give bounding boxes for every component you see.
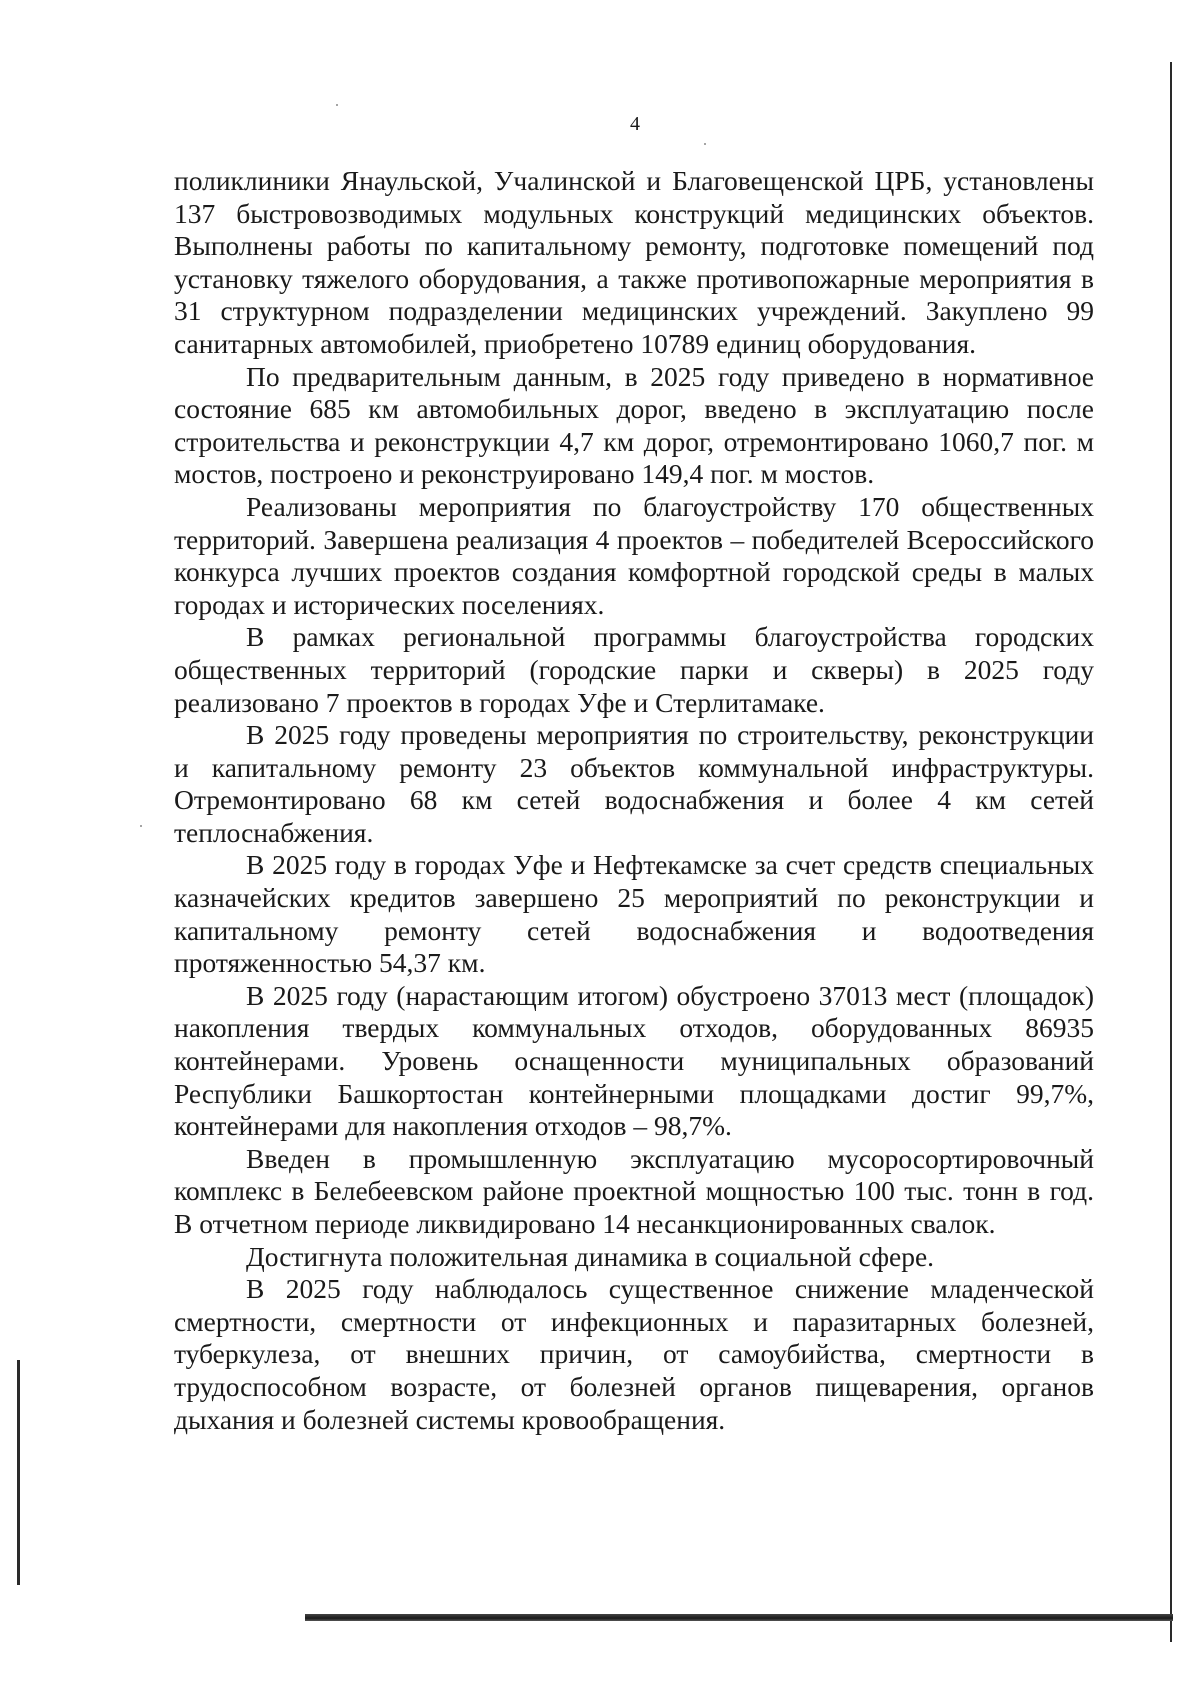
paragraph-public-territories: Реализованы мероприятия по благоустройству 170 общественных территорий. Завершена реализация 4 проектов – победителей Всероссийского конкурса лучших проектов создания комфортной городской среды в малых городах и исторических поселениях.: [174, 490, 1094, 620]
paragraph-parks-program: В рамках региональной программы благоустройства городских общественных территорий (городские парки и скверы) в 2025 году реализовано 7 проектов в городах Уфе и Стерлитамаке.: [174, 621, 1094, 718]
scan-edge-bottom: [305, 1614, 1173, 1621]
paragraph-mortality: В 2025 году наблюдалось существенное снижение младенческой смертности, смертности от инфекционных и паразитарных болезней, туберкулеза, от внешних причин, от самоубийства, смертности в трудоспособном возрасте, от болезней органов пищеварения, органов дыхания и болезней системы кровообращения.: [174, 1273, 1094, 1435]
scan-edge-right: [1170, 62, 1172, 1642]
paragraph-healthcare-facilities: поликлиники Янаульской, Учалинской и Благовещенской ЦРБ, установлены 137 быстровозводимых модульных конструкций медицинских объектов. Выполнены работы по капитальному ремонту, подготовке помещений под установку тяжелого оборудования, а также противопожарные мероприятия в 31 структурном подразделении медицинских учреждений. Закуплено 99 санитарных автомобилей, приобретено 10789 единиц оборудования.: [174, 165, 1094, 359]
paragraph-utility-infrastructure: В 2025 году проведены мероприятия по строительству, реконструкции и капитальному ремонту 23 объектов коммунальной инфраструктуры. Отремонтировано 68 км сетей водоснабжения и более 4 км сетей теплоснабжения.: [174, 719, 1094, 848]
paragraph-roads-bridges: По предварительным данным, в 2025 году приведено в нормативное состояние 685 км автомобильных дорог, введено в эксплуатацию после строительства и реконструкции 4,7 км дорог, отремонтировано 1060,7 пог. м мостов, построено и реконструировано 149,4 пог. м мостов.: [174, 360, 1094, 490]
document-body: [174, 165, 1094, 1436]
paragraph-waste-sites: В 2025 году (нарастающим итогом) обустроено 37013 мест (площадок) накопления твердых коммунальных отходов, оборудованных 86935 контейнерами. Уровень оснащенности муниципальных образований Республики Башкортостан контейнерными площадками достиг 99,7%, контейнерами для накопления отходов – 98,7%.: [174, 979, 1094, 1142]
scan-edge-left: [17, 1360, 20, 1585]
scan-speck: [336, 104, 338, 106]
scan-speck: [704, 143, 706, 145]
scan-speck: [140, 825, 142, 827]
paragraph-sorting-complex: Введен в промышленную эксплуатацию мусоросортировочный комплекс в Белебеевском районе проектной мощностью 100 тыс. тонн в год. В отчетном периоде ликвидировано 14 несанкционированных свалок.: [174, 1142, 1094, 1239]
paragraph-social-sphere: Достигнута положительная динамика в социальной сфере.: [246, 1240, 935, 1272]
page-number: 4: [630, 113, 640, 135]
paragraph-water-networks: В 2025 году в городах Уфе и Нефтекамске за счет средств специальных казначейских кредитов завершено 25 мероприятий по реконструкции и капитальному ремонту сетей водоснабжения и водоотведения протяженностью 54,37 км.: [174, 849, 1094, 979]
